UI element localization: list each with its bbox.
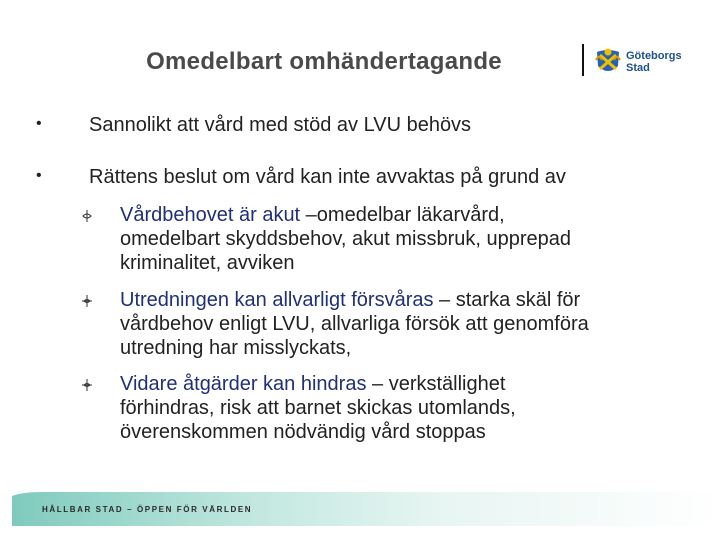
sub-item: [120, 288, 700, 360]
bullet-text: Rättens beslut om vård kan inte avvaktas på grund av: [89, 166, 566, 188]
sub-item-line: utredning har misslyckats,: [120, 337, 352, 359]
sub-item-line: [120, 288, 700, 312]
sub-item-line: [120, 203, 700, 227]
sub-item: [120, 372, 700, 444]
sub-item-line: omedelbart skyddsbehov, akut missbruk, upprepad: [120, 228, 571, 250]
sub-item-line: överenskommen nödvändig vård stoppas: [120, 421, 486, 443]
coat-of-arms-icon: [594, 46, 622, 78]
sub-item: [120, 203, 700, 275]
logo-divider: [582, 44, 584, 76]
sub-item-line: kriminalitet, avviken: [120, 252, 295, 274]
sub-item-line: [120, 372, 700, 396]
logo-text: [626, 50, 682, 74]
sub-item-lead: Vårdbehovet är akut: [120, 204, 301, 226]
sub-item-lead: Vidare åtgärder kan hindras: [120, 373, 367, 395]
sub-item-rest: – starka skäl för: [433, 289, 581, 311]
bullet-marker: •: [36, 115, 42, 132]
sub-bullet-icon: [80, 378, 94, 392]
goteborgs-stad-logo: [594, 46, 694, 80]
sub-item-rest: – verkställighet: [366, 373, 506, 395]
sub-item-rest: –omedelbar läkarvård,: [300, 204, 505, 226]
logo-line-2: Stad: [626, 62, 650, 74]
footer-slogan: HÅLLBAR STAD – ÖPPEN FÖR VÄRLDEN: [42, 505, 253, 514]
sub-item-line: förhindras, risk att barnet skickas utomlands,: [120, 397, 516, 419]
sub-bullet-icon: [80, 209, 94, 223]
bullet-text: Sannolikt att vård med stöd av LVU behövs: [89, 114, 472, 136]
sub-bullet-icon: [80, 294, 94, 308]
logo-line-1: Göteborgs: [626, 50, 682, 62]
slide-title: Omedelbart omhändertagande: [146, 48, 502, 75]
bullet-marker: •: [36, 167, 42, 184]
sub-item-line: vårdbehov enligt LVU, allvarliga försök att genomföra: [120, 313, 589, 335]
sub-item-lead: Utredningen kan allvarligt försvåras: [120, 289, 434, 311]
